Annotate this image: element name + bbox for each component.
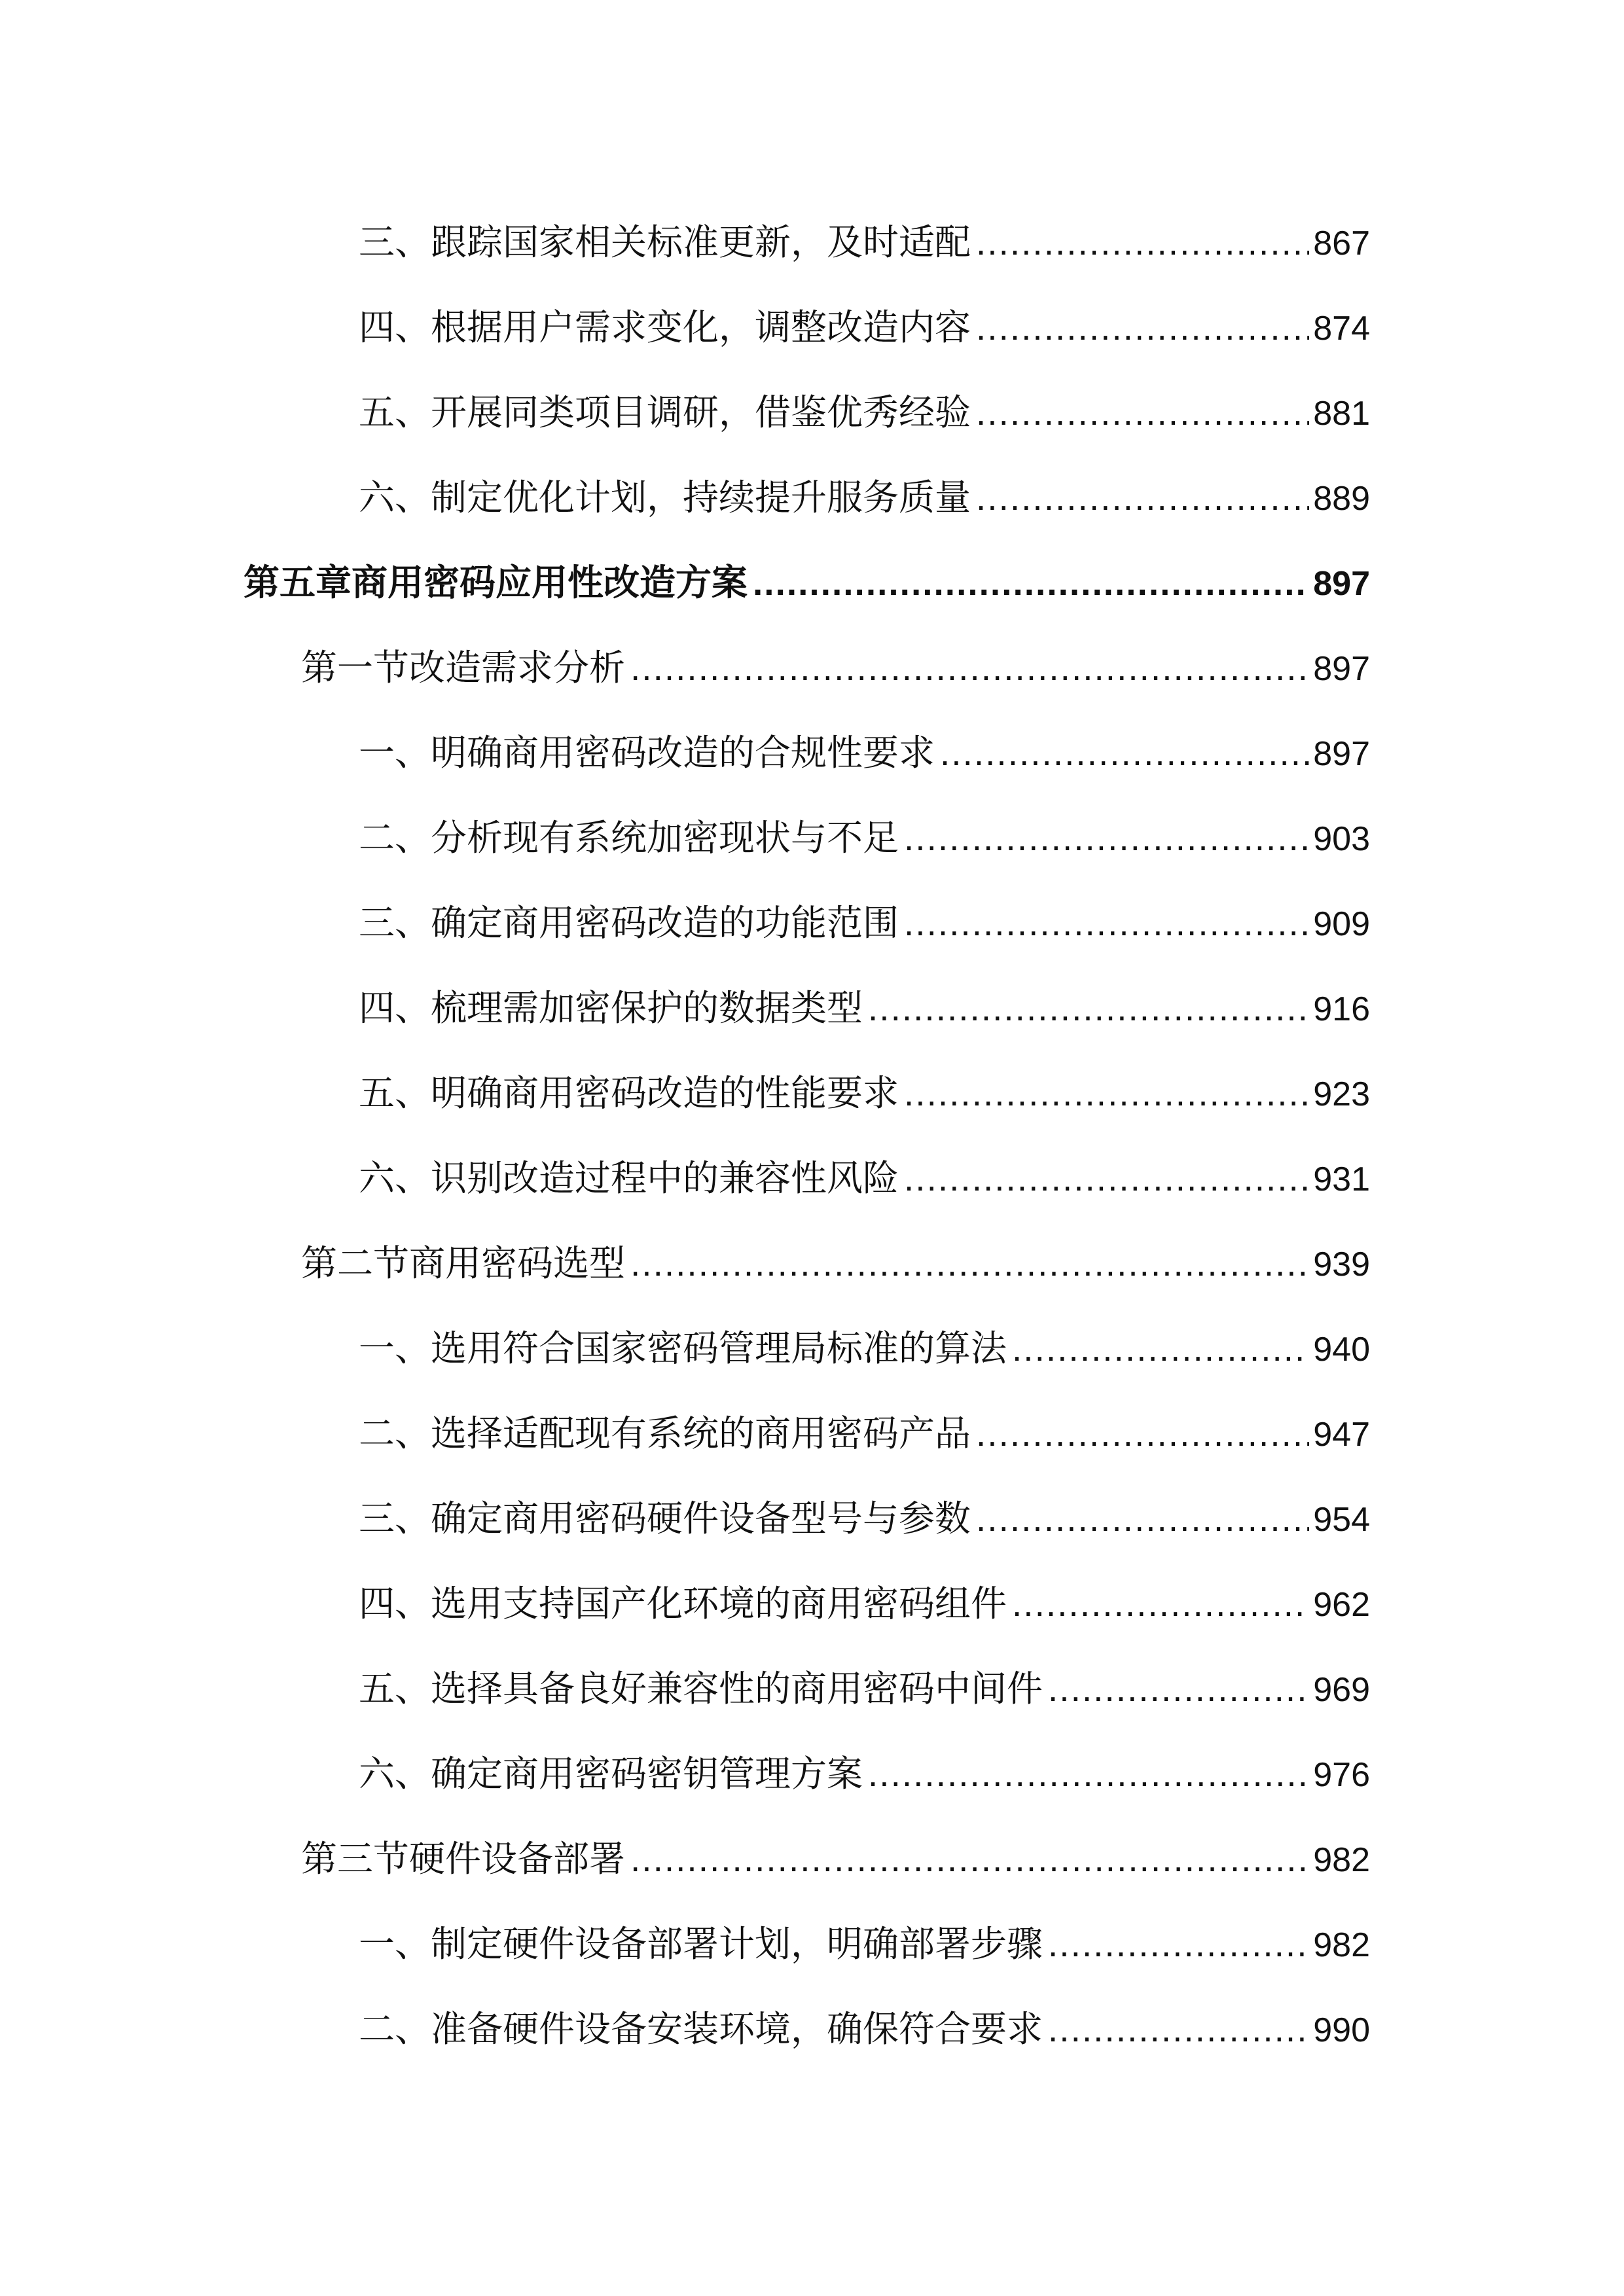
toc-dot-leader: [868, 1748, 1309, 1800]
toc-entry-page: 976: [1313, 1756, 1370, 1794]
toc-entry-page: 916: [1313, 990, 1370, 1028]
toc-entry-title: 一、明确商用密码改造的合规性要求: [359, 732, 935, 774]
toc-entry-item[interactable]: [359, 2003, 1370, 2055]
toc-entry-page: 897: [1313, 650, 1370, 688]
toc-dot-leader: [630, 641, 1309, 694]
toc-entry-page: 909: [1313, 905, 1370, 943]
toc-dot-leader: [904, 897, 1309, 949]
toc-dot-leader: [976, 386, 1309, 439]
toc-entry-item[interactable]: [359, 726, 1370, 779]
toc-entry-page: 969: [1313, 1671, 1370, 1709]
toc-entry-title: 四、根据用户需求变化，调整改造内容: [359, 306, 971, 348]
toc-entry-title: 一、选用符合国家密码管理局标准的算法: [359, 1327, 1007, 1369]
toc-entry-title: 三、跟踪国家相关标准更新，及时适配: [359, 221, 971, 263]
toc-dot-leader: [940, 726, 1309, 779]
toc-dot-leader: [1048, 2003, 1309, 2055]
toc-entry-page: 931: [1313, 1160, 1370, 1198]
toc-dot-leader: [868, 982, 1309, 1034]
toc-entry-title: 五、开展同类项目调研，借鉴优秀经验: [359, 391, 971, 433]
toc-entry-page: 903: [1313, 820, 1370, 858]
toc-entry-section[interactable]: [301, 641, 1370, 694]
toc-entry-item[interactable]: [359, 982, 1370, 1034]
toc-dot-leader: [976, 1492, 1309, 1545]
toc-dot-leader: [976, 301, 1309, 353]
toc-entry-section[interactable]: [301, 1237, 1370, 1289]
toc-entry-page: 897: [1313, 735, 1370, 773]
toc-entry-title: 二、选择适配现有系统的商用密码产品: [359, 1412, 971, 1454]
toc-entry-item[interactable]: [359, 1748, 1370, 1800]
toc-entry-title: 五、明确商用密码改造的性能要求: [359, 1072, 899, 1114]
toc-entry-item[interactable]: [359, 1407, 1370, 1460]
toc-entry-title: 四、梳理需加密保护的数据类型: [359, 987, 863, 1029]
toc-entry-title: 四、选用支持国产化环境的商用密码组件: [359, 1583, 1007, 1624]
toc-entry-title: 第三节硬件设备部署: [301, 1838, 626, 1880]
toc-entry-item[interactable]: [359, 1492, 1370, 1545]
toc-entry-title: 一、制定硬件设备部署计划，明确部署步骤: [359, 1923, 1043, 1965]
toc-entry-title: 五、选择具备良好兼容性的商用密码中间件: [359, 1668, 1043, 1710]
toc-dot-leader: [904, 812, 1309, 864]
toc-dot-leader: [976, 216, 1309, 268]
toc-dot-leader: [753, 556, 1309, 609]
toc-entry-page: 947: [1313, 1416, 1370, 1454]
toc-entry-item[interactable]: [359, 216, 1370, 268]
toc-entry-page: 939: [1313, 1246, 1370, 1283]
toc-entry-page: 867: [1313, 224, 1370, 262]
toc-entry-item[interactable]: [359, 1662, 1370, 1715]
toc-dot-leader: [904, 1067, 1309, 1119]
toc-entry-page: 897: [1313, 565, 1370, 603]
toc-entry-chapter[interactable]: [244, 556, 1370, 609]
toc-entry-item[interactable]: [359, 897, 1370, 949]
toc-entry-item[interactable]: [359, 1918, 1370, 1970]
toc-entry-page: 889: [1313, 480, 1370, 518]
toc-entry-page: 874: [1313, 310, 1370, 348]
toc-entry-title: 六、识别改造过程中的兼容性风险: [359, 1157, 899, 1199]
toc-dot-leader: [1012, 1577, 1309, 1630]
toc-entry-item[interactable]: [359, 1322, 1370, 1374]
toc-entry-page: 962: [1313, 1586, 1370, 1624]
toc-dot-leader: [630, 1237, 1309, 1289]
toc-entry-page: 990: [1313, 2011, 1370, 2049]
toc-entry-page: 982: [1313, 1926, 1370, 1964]
toc-entry-page: 954: [1313, 1501, 1370, 1539]
toc-entry-title: 二、准备硬件设备安装环境，确保符合要求: [359, 2008, 1043, 2050]
toc-dot-leader: [1048, 1662, 1309, 1715]
toc-entry-title: 第五章商用密码应用性改造方案: [244, 562, 748, 603]
toc-dot-leader: [976, 471, 1309, 524]
toc-entry-item[interactable]: [359, 471, 1370, 524]
toc-entry-item[interactable]: [359, 812, 1370, 864]
toc-entry-item[interactable]: [359, 301, 1370, 353]
toc-entry-title: 第二节商用密码选型: [301, 1242, 626, 1284]
toc-dot-leader: [1048, 1918, 1309, 1970]
toc-entry-title: 第一节改造需求分析: [301, 647, 626, 689]
toc-dot-leader: [904, 1152, 1309, 1204]
toc-entry-title: 二、分析现有系统加密现状与不足: [359, 817, 899, 859]
toc-entry-title: 六、确定商用密码密钥管理方案: [359, 1753, 863, 1795]
toc-entry-section[interactable]: [301, 1833, 1370, 1885]
toc-entry-title: 三、确定商用密码改造的功能范围: [359, 902, 899, 944]
toc-entry-item[interactable]: [359, 1152, 1370, 1204]
toc-entry-page: 881: [1313, 395, 1370, 433]
toc-entry-item[interactable]: [359, 1067, 1370, 1119]
toc-entry-page: 940: [1313, 1331, 1370, 1369]
toc-entry-item[interactable]: [359, 1577, 1370, 1630]
toc-entry-page: 923: [1313, 1075, 1370, 1113]
toc-entry-title: 六、制定优化计划，持续提升服务质量: [359, 476, 971, 518]
toc-entry-title: 三、确定商用密码硬件设备型号与参数: [359, 1498, 971, 1539]
toc-dot-leader: [630, 1833, 1309, 1885]
toc-entry-page: 982: [1313, 1841, 1370, 1879]
toc-entry-item[interactable]: [359, 386, 1370, 439]
toc-dot-leader: [976, 1407, 1309, 1460]
toc-dot-leader: [1012, 1322, 1309, 1374]
